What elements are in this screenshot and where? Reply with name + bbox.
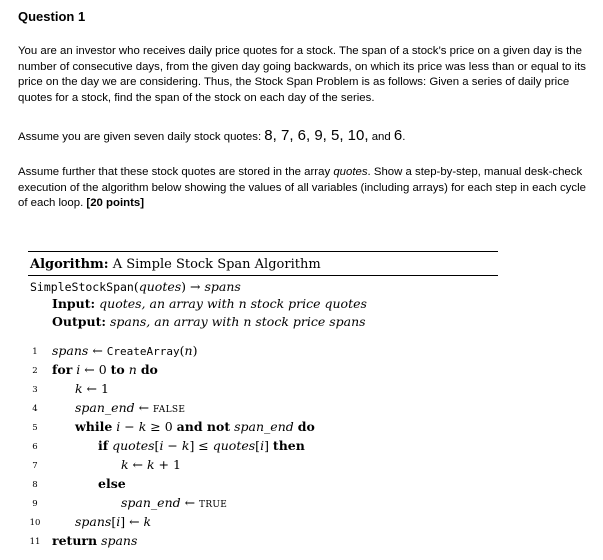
line-number: 5 <box>32 423 38 433</box>
array-name: quotes <box>333 166 368 178</box>
quotes-last-value: 6 <box>393 127 403 144</box>
output-text: spans, an array with n stock price spans <box>109 314 366 329</box>
code-text: while i − k ≥ 0 and not span_end do <box>75 419 315 434</box>
algorithm-title <box>30 257 321 272</box>
algorithm-top-rule <box>28 251 498 252</box>
code-line-1 <box>28 343 498 362</box>
code-text: span_end ← FALSE <box>75 400 186 415</box>
code-text: k ← k + 1 <box>121 457 181 472</box>
function-returns: spans <box>204 279 241 294</box>
code-line-2 <box>28 362 498 381</box>
task-instructions <box>18 165 596 212</box>
algorithm-mid-rule <box>28 275 498 276</box>
code-text: else <box>98 476 126 491</box>
code-line-9 <box>28 495 498 514</box>
line-number: 10 <box>29 518 41 528</box>
function-param: quotes <box>138 279 182 294</box>
code-line-7 <box>28 457 498 476</box>
code-line-4 <box>28 400 498 419</box>
points-label: [20 points] <box>86 197 144 209</box>
algorithm-input <box>52 296 367 311</box>
line-number: 3 <box>32 385 38 395</box>
question-heading: Question 1 <box>18 9 86 24</box>
instructions-part-b: . Show a step-by-step, manual desk-check execution of the algorithm below showing the values of all variables (including arrays) for each step in each cycle of each loop. <box>18 166 586 209</box>
line-number: 11 <box>29 537 41 547</box>
code-text: for i ← 0 to n do <box>52 362 158 377</box>
problem-description: You are an investor who receives daily price quotes for a stock. The span of a stock’s price on a given day is the number of consecutive days, from the given day going backwards, on which its price was less than or equal to its price on the day we are considering. Thus, the Stock Span Problem is as follows: Given a series of daily price quotes for a stock, find the span of the stock on each day of the series. <box>18 45 586 104</box>
algorithm-output <box>52 314 366 329</box>
code-text: spans[i] ← k <box>75 514 152 529</box>
algorithm-lines <box>28 343 498 552</box>
quotes-values: 8, 7, 6, 9, 5, 10, <box>264 127 369 144</box>
function-name: SimpleStockSpan <box>30 280 134 294</box>
code-line-10 <box>28 514 498 533</box>
line-number: 8 <box>32 480 38 490</box>
quotes-and: and <box>368 131 394 143</box>
code-text: if quotes[i − k] ≤ quotes[i] then <box>98 438 305 453</box>
stock-quotes-statement <box>18 128 596 146</box>
algorithm-signature: SimpleStockSpan(quotes) → spans <box>30 279 241 294</box>
line-number: 9 <box>32 499 38 509</box>
line-number: 6 <box>32 442 38 452</box>
input-text: quotes, an array with n stock price quotes <box>99 296 367 311</box>
input-label: Input: <box>52 296 96 311</box>
code-text: k ← 1 <box>75 381 109 396</box>
code-text: return spans <box>52 533 138 548</box>
line-number: 4 <box>32 404 38 414</box>
quotes-prefix: Assume you are given seven daily stock quotes: <box>18 131 265 143</box>
code-text: spans ← CreateArray(n) <box>52 343 198 358</box>
code-text: span_end ← TRUE <box>121 495 228 510</box>
code-line-5 <box>28 419 498 438</box>
line-number: 1 <box>32 347 38 357</box>
instructions-part-a: Assume further that these stock quotes are stored in the array <box>18 166 334 178</box>
line-number: 7 <box>32 461 38 471</box>
algorithm-name: A Simple Stock Span Algorithm <box>108 257 321 272</box>
code-line-6 <box>28 438 498 457</box>
quotes-end: . <box>402 131 406 143</box>
line-number: 2 <box>32 366 38 376</box>
code-line-3 <box>28 381 498 400</box>
code-line-8 <box>28 476 498 495</box>
output-label: Output: <box>52 314 106 329</box>
code-line-11 <box>28 533 498 552</box>
algorithm-label: Algorithm: <box>30 257 109 272</box>
